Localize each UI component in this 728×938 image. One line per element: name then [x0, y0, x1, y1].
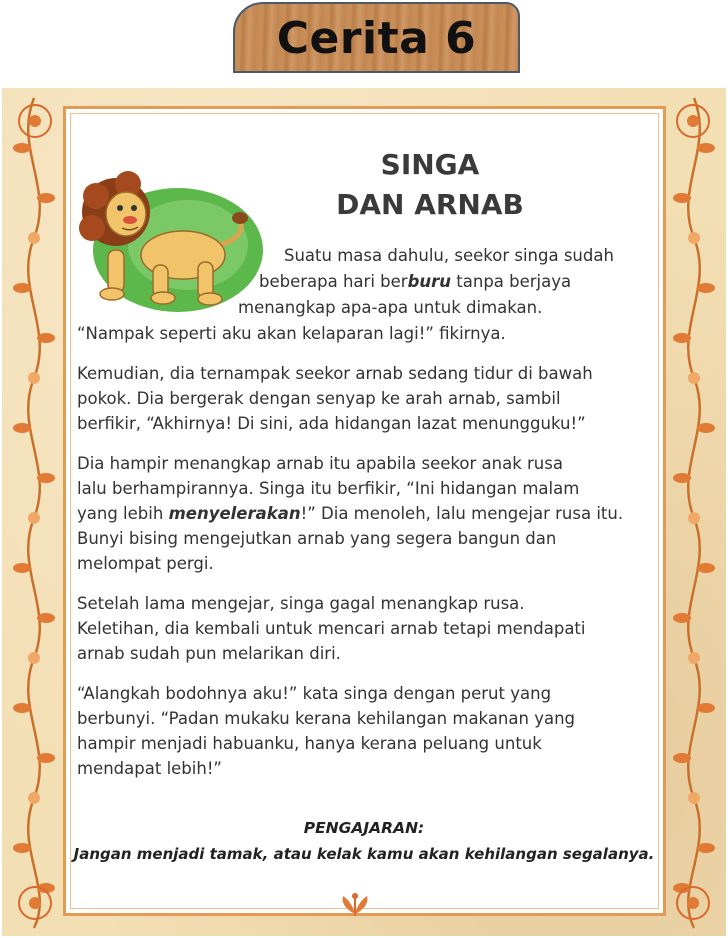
floral-ornament-icon — [335, 892, 375, 918]
story-line: Suatu masa dahulu, seekor singa sudah — [284, 246, 614, 265]
lion-illustration — [68, 170, 268, 312]
story-line: yang lebih menyelerakan!” Dia menoleh, lalu mengejar rusa itu. — [77, 504, 624, 523]
story-line: berfikir, “Akhirnya! Di sini, ada hidangan lazat menungguku!” — [77, 414, 586, 433]
corner-ornament-icon — [10, 96, 60, 146]
story-line: beberapa hari berburu tanpa berjaya — [259, 272, 572, 291]
page-title: Cerita 6 — [276, 13, 477, 64]
corner-ornament-icon — [10, 878, 60, 928]
story-line: mendapat lebih!” — [77, 759, 222, 778]
story-title-line1: SINGA — [380, 148, 480, 181]
story-line: pokok. Dia bergerak dengan senyap ke arah arnab, sambil — [77, 389, 561, 408]
story-line: lalu berhampirannya. Singa itu berfikir, “Ini hidangan malam — [77, 479, 580, 498]
lesson-text: Jangan menjadi tamak, atau kelak kamu akan kehilangan segalanya. — [73, 845, 655, 863]
story-line: Keletihan, dia kembali untuk mencari arnab tetapi mendapati — [77, 619, 586, 638]
corner-ornament-icon — [668, 878, 718, 928]
left-vine-decoration — [4, 88, 62, 936]
story-line: Bunyi bising mengejutkan arnab yang segera bangun dan — [77, 529, 557, 548]
lesson-heading: PENGAJARAN: — [303, 819, 425, 837]
story-line: “Alangkah bodohnya aku!” kata singa dengan perut yang — [77, 684, 552, 703]
emphasis-word: buru — [407, 272, 452, 291]
story-line: melompat pergi. — [77, 554, 214, 573]
right-vine-decoration — [666, 88, 724, 936]
story-line: Dia hampir menangkap arnab itu apabila seekor anak rusa — [77, 454, 563, 473]
story-line: arnab sudah pun melarikan diri. — [77, 644, 341, 663]
story-line: menangkap apa-apa untuk dimakan. — [238, 298, 543, 317]
story-line: hampir menjadi habuanku, hanya kerana peluang untuk — [77, 734, 542, 753]
emphasis-word: menyelerakan — [168, 504, 301, 523]
story-title-line2: DAN ARNAB — [336, 188, 524, 221]
title-tab — [233, 2, 520, 73]
corner-ornament-icon — [668, 96, 718, 146]
story-line: Setelah lama mengejar, singa gagal menangkap rusa. — [77, 594, 525, 613]
story-line: Kemudian, dia ternampak seekor arnab sedang tidur di bawah — [77, 364, 593, 383]
story-line: berbunyi. “Padan mukaku kerana kehilangan makanan yang — [77, 709, 576, 728]
story-line: “Nampak seperti aku akan kelaparan lagi!” fikirnya. — [77, 324, 506, 343]
